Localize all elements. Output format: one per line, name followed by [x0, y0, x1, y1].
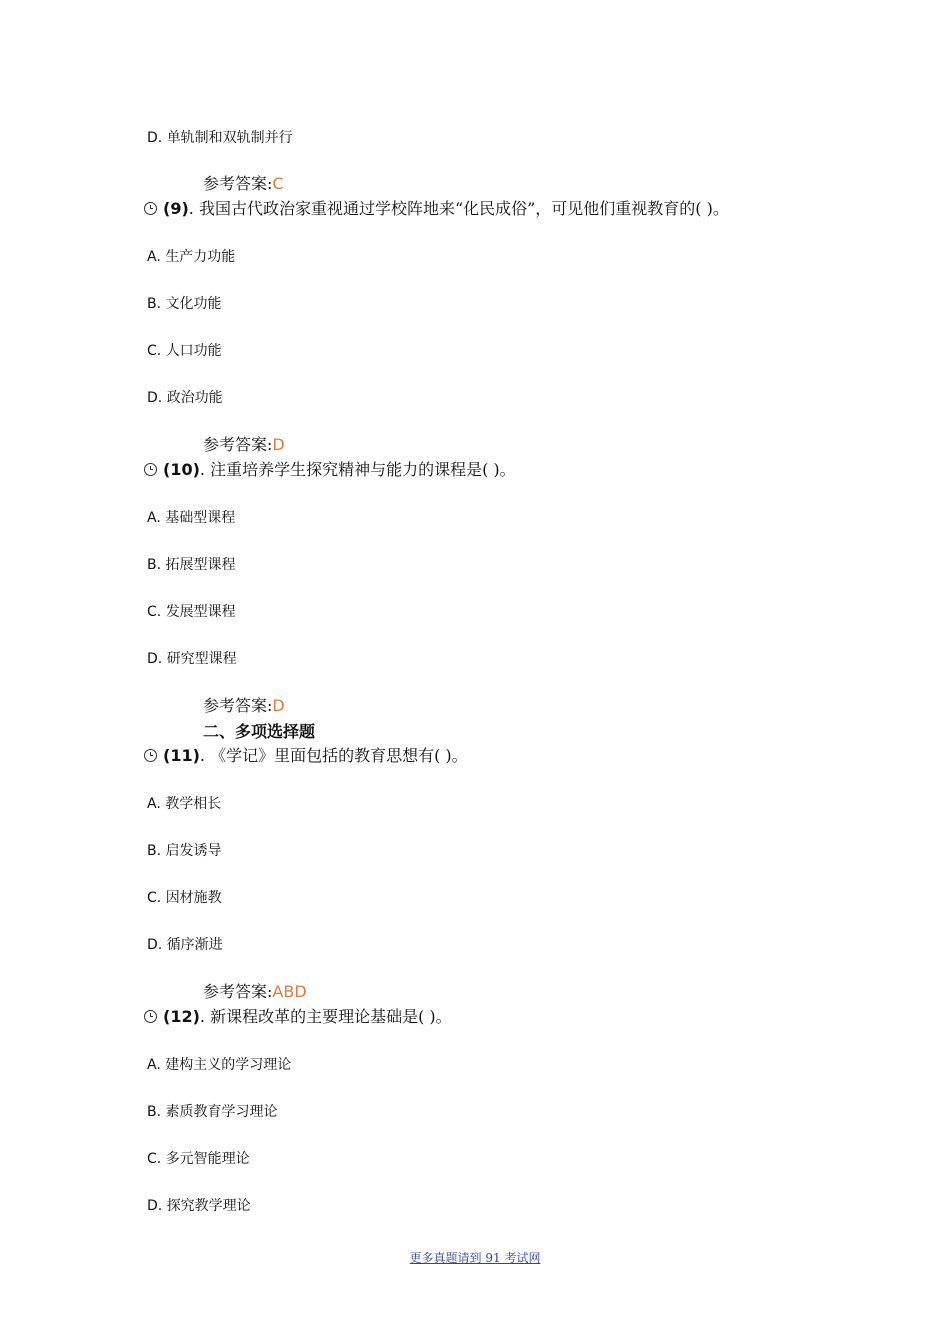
- answer-value: D: [272, 696, 285, 715]
- option-text: 多元智能理论: [165, 1151, 250, 1167]
- reference-answer: [203, 174, 284, 194]
- question-number: (12): [163, 1007, 200, 1026]
- reference-answer: [203, 435, 285, 455]
- option-c: [147, 603, 236, 621]
- option-text: 基础型课程: [165, 510, 236, 526]
- option-d: [147, 129, 293, 147]
- option-letter: B.: [147, 1104, 162, 1120]
- option-a: [147, 248, 235, 266]
- option-letter: B.: [147, 557, 162, 573]
- option-text: 教学相长: [165, 796, 222, 812]
- question-stem: . 《学记》里面包括的教育思想有( )。: [199, 746, 468, 765]
- question-stem: . 我国古代政治家重视通过学校阵地来“化民成俗”，可见他们重视教育的( )。: [188, 199, 729, 218]
- option-text: 政治功能: [166, 390, 223, 406]
- option-letter: C.: [147, 890, 162, 906]
- footer-link[interactable]: 更多真题请到 91 考试网: [409, 1251, 541, 1265]
- option-text: 发展型课程: [165, 604, 236, 620]
- option-text: 启发诱导: [165, 843, 222, 859]
- option-letter: D.: [147, 651, 163, 667]
- clock-icon: [144, 202, 157, 215]
- option-c: [147, 889, 222, 907]
- option-c: [147, 342, 222, 360]
- option-d: [147, 389, 223, 407]
- answer-label: 参考答案:: [203, 435, 273, 454]
- option-b: [147, 556, 236, 574]
- option-letter: A.: [147, 796, 161, 812]
- answer-value: ABD: [272, 982, 307, 1001]
- option-a: [147, 795, 221, 813]
- section-heading: 二、多项选择题: [203, 722, 316, 741]
- option-b: [147, 295, 222, 313]
- answer-label: 参考答案:: [203, 696, 273, 715]
- option-d: [147, 936, 223, 954]
- option-a: [147, 509, 235, 527]
- option-text: 生产力功能: [165, 249, 236, 265]
- option-text: 因材施教: [165, 890, 222, 906]
- option-text: 人口功能: [165, 343, 222, 359]
- question-number: (11): [163, 746, 200, 765]
- option-b: [147, 1103, 278, 1121]
- option-letter: A.: [147, 510, 161, 526]
- option-text: 探究教学理论: [166, 1198, 251, 1214]
- clock-icon: [144, 463, 157, 476]
- option-text: 建构主义的学习理论: [165, 1057, 292, 1073]
- answer-label: 参考答案:: [203, 174, 273, 193]
- option-letter: C.: [147, 604, 162, 620]
- option-text: 循序渐进: [166, 937, 223, 953]
- answer-value: C: [272, 174, 284, 193]
- reference-answer: [203, 696, 285, 716]
- option-letter: D.: [147, 390, 163, 406]
- footer: [0, 1249, 950, 1266]
- option-text: 单轨制和双轨制并行: [166, 130, 293, 146]
- option-text: 拓展型课程: [165, 557, 236, 573]
- option-letter: C.: [147, 1151, 162, 1167]
- option-text: 素质教育学习理论: [165, 1104, 278, 1120]
- question-stem: . 新课程改革的主要理论基础是( )。: [199, 1007, 452, 1026]
- option-text: 文化功能: [165, 296, 222, 312]
- option-d: [147, 1197, 251, 1215]
- question-11: [144, 746, 468, 766]
- question-stem: . 注重培养学生探究精神与能力的课程是( )。: [199, 460, 516, 479]
- option-letter: B.: [147, 296, 162, 312]
- option-letter: A.: [147, 249, 161, 265]
- option-d: [147, 650, 237, 668]
- option-a: [147, 1056, 291, 1074]
- option-letter: B.: [147, 843, 162, 859]
- option-c: [147, 1150, 250, 1168]
- question-number: (10): [163, 460, 200, 479]
- option-letter: A.: [147, 1057, 161, 1073]
- question-number: (9): [163, 199, 189, 218]
- question-9: [144, 199, 729, 219]
- clock-icon: [144, 749, 157, 762]
- option-text: 研究型课程: [166, 651, 237, 667]
- answer-label: 参考答案:: [203, 982, 273, 1001]
- question-12: [144, 1007, 452, 1027]
- reference-answer: [203, 982, 307, 1002]
- option-letter: D.: [147, 1198, 163, 1214]
- option-letter: D.: [147, 937, 163, 953]
- clock-icon: [144, 1010, 157, 1023]
- question-10: [144, 460, 516, 480]
- option-b: [147, 842, 222, 860]
- option-letter: C.: [147, 343, 162, 359]
- option-letter: D.: [147, 130, 163, 146]
- answer-value: D: [272, 435, 285, 454]
